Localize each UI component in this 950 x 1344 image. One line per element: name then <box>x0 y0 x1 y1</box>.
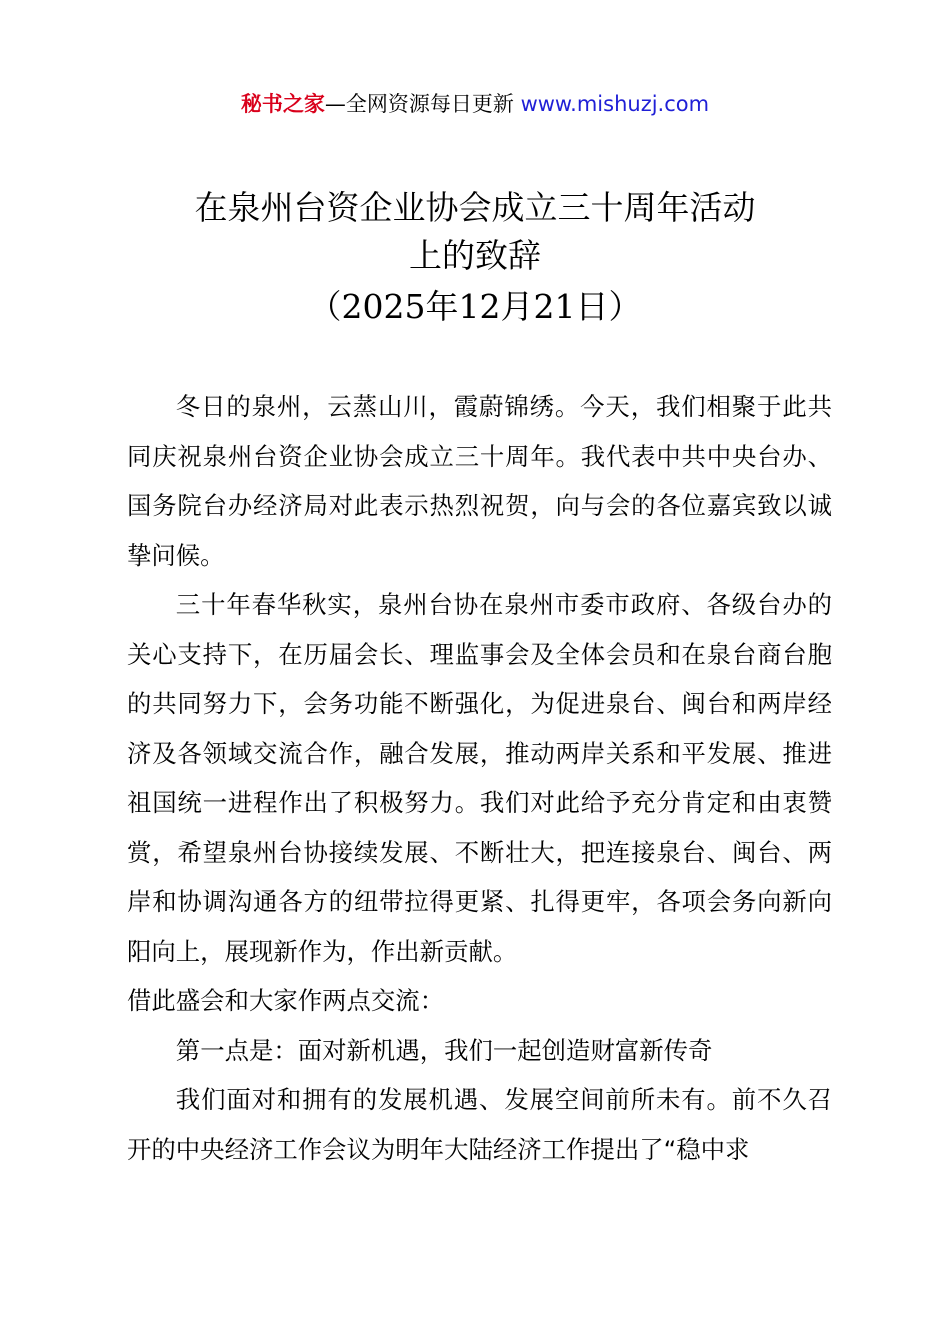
paragraph-intro-points: 借此盛会和大家作两点交流： <box>127 986 445 1015</box>
paragraph-thirty-years: 三十年春华秋实，泉州台协在泉州市委市政府、各级台办的关心支持下，在历届会长、理监事会及全体会员和在泉台商台胞的共同努力下，会务功能不断强化，为促进泉台、闽台和两岸经济及各领域交流合作，融合发展，推动两岸关系和平发展、推进祖国统一进程作出了积极努力。我们对此给予充分肯定和由衷赞赏，希望泉州台协接续发展、不断壮大，把连接泉台、闽台、两岸和协调沟通各方的纽带拉得更紧、扎得更牢，各项会务向新向阳向上，展现新作为，作出新贡献。 <box>127 590 832 966</box>
document-title-block <box>0 184 950 334</box>
document-title-line-2: 上的致辞 <box>409 236 541 275</box>
site-url-link[interactable]: www.mishuzj.com <box>520 92 710 116</box>
paragraph-opportunities: 我们面对和拥有的发展机遇、发展空间前所未有。前不久召开的中央经济工作会议为明年大陆经济工作提出了“稳中求 <box>127 1085 832 1164</box>
site-tagline: —全网资源每日更新 <box>324 92 521 116</box>
paragraph-greeting: 冬日的泉州，云蒸山川，霞蔚锦绣。今天，我们相聚于此共同庆祝泉州台资企业协会成立三十周年。我代表中共中央台办、国务院台办经济局对此表示热烈祝贺，向与会的各位嘉宾致以诚挚问候。 <box>127 392 832 570</box>
document-body <box>127 382 832 1174</box>
document-date: （2025年12月21日） <box>308 287 642 326</box>
section-heading-point-one: 第一点是：面对新机遇，我们一起创造财富新传奇 <box>175 1035 713 1065</box>
site-brand: 秘书之家 <box>240 92 325 116</box>
document-title-line-1: 在泉州台资企业协会成立三十周年活动 <box>194 188 756 227</box>
site-header <box>0 88 950 120</box>
